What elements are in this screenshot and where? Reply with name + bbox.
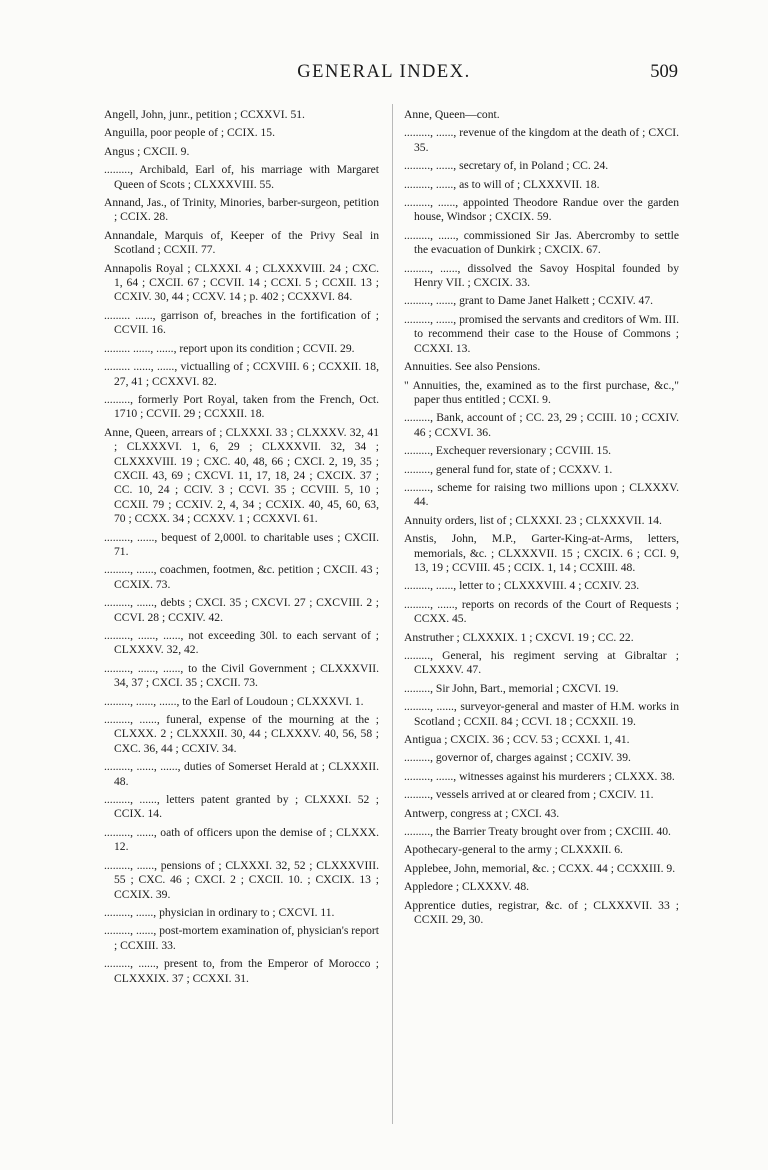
index-entry: Apprentice duties, registrar, &c. of ; CLXXXVII. 33 ; CCXII. 29, 30. [404,898,679,927]
index-entry: ........., ......, physician in ordinary to ; CXCVI. 11. [104,905,335,919]
index-entry: ........., ......, grant to Dame Janet Halkett ; CCXIV. 47. [404,294,654,308]
index-entry: ........., general fund for, state of ; CCXXV. 1. [404,462,613,476]
index-entry: ........., ......, ......, duties of Somerset Herald at ; CLXXXII. 48. [104,760,379,788]
index-entry: ........., vessels arrived at or cleared from ; CXCIV. 11. [404,788,654,802]
index-entry: ........., ......, revenue of the kingdom at the death of ; CXCI. 35. [404,126,679,154]
index-entry: ........., Bank, account of ; CC. 23, 29 ; CCIII. 10 ; CCXIV. 46 ; CCXVI. 36. [404,411,679,439]
index-entry: ........., ......, reports on records of the Court of Requests ; CCXX. 45. [404,597,679,626]
index-entry: ........., Sir John, Bart., memorial ; CXCVI. 19. [404,681,619,695]
index-entry: ........., Archibald, Earl of, his marriage with Margaret Queen of Scots ; CLXXXVIII. 55. [104,163,379,191]
index-entry: ........., ......, witnesses against his murderers ; CLXXX. 38. [404,769,675,783]
index-heading-continued: Anne, Queen—cont. [404,108,500,121]
index-entry: ........., the Barrier Treaty brought over from ; CXCIII. 40. [404,825,671,839]
index-entry: ......... ......, ......, victualling of ; CCXVIII. 6 ; CCXXII. 18, 27, 41 ; CCXXVI. 82. [104,360,379,388]
index-entry: ........., ......, ......, to the Civil Government ; CLXXXVII. 34, 37 ; CXCI. 35 ; CXCII. 73. [104,661,379,690]
index-entry: ........., ......, as to will of ; CLXXXVII. 18. [404,177,600,191]
index-entry: Anne, Queen, arrears of ; CLXXXI. 33 ; CLXXXV. 32, 41 ; CLXXXVI. 1, 6, 29 ; CLXXXVII. 32, 34 ; CLXXXVIII. 19 ; CXC. 40, 48, 66 ; CXCI. 2, 19, 35 ; CXCII. 43, 69 ; CXCVI. 11, 17, 18, 24 ; CXCIX. 37 ; CC. 10, 24 ; CCIV. 3 ; CCVI. 35 ; CCVIII. 5, 10 ; CCXII. 79 ; CCXIV. 2, 4, 34 ; CCXIX. 40, 45, 60, 63, 70 ; CCXX. 34 ; CCXXV. 1 ; CCXXVI. 61. [104,425,379,526]
running-title: GENERAL INDEX. [297,62,471,82]
index-entry: ........., formerly Port Royal, taken from the French, Oct. 1710 ; CCVII. 29 ; CCXXII. 18. [104,392,379,421]
index-entry: ........., ......, post-mortem examination of, physician's report ; CCXIII. 33. [104,924,379,952]
index-entry: ........., ......, oath of officers upon the demise of ; CLXXX. 12. [104,825,379,854]
index-entry: ........., General, his regiment serving at Gibraltar ; CLXXXV. 47. [404,649,679,677]
index-entry: Applebee, John, memorial, &c. ; CCXX. 44 ; CCXXIII. 9. [404,861,676,875]
index-column-left [104,108,379,990]
index-entry: Antwerp, congress at ; CXCI. 43. [404,806,560,820]
index-entry: ......... ......, garrison of, breaches in the fortification of ; CCVII. 16. [104,308,379,337]
index-entry: ........., scheme for raising two millions upon ; CLXXXV. 44. [404,480,679,509]
index-entry: Appledore ; CLXXXV. 48. [404,880,530,894]
index-entry: Angell, John, junr., petition ; CCXXVI. 51. [104,108,305,121]
index-entry: ........., ......, present to, from the Emperor of Morocco ; CLXXXIX. 37 ; CCXXI. 31. [104,957,379,985]
index-entry: ........., ......, dissolved the Savoy Hospital founded by Henry VII. ; CXCIX. 33. [404,261,679,290]
index-entry: ........., ......, surveyor-general and master of H.M. works in Scotland ; CCXII. 84 ; CCVI. 18 ; CCXXII. 19. [404,700,679,728]
page-header [0,62,768,90]
index-entry: ........., ......, letters patent granted by ; CLXXXI. 52 ; CCIX. 14. [104,793,379,821]
index-entry: ........., ......, debts ; CXCI. 35 ; CXCVI. 27 ; CXCVIII. 2 ; CCVI. 28 ; CCXIV. 42. [104,596,379,624]
page-number: 509 [650,62,678,82]
index-entry: ........., ......, ......, not exceeding 30l. to each servant of ; CLXXXV. 32, 42. [104,629,379,657]
index-entry: Annuity orders, list of ; CLXXXI. 23 ; CLXXXVII. 14. [404,513,662,527]
index-entry: ........., ......, secretary of, in Poland ; CC. 24. [404,159,609,173]
index-entry: ........., ......, bequest of 2,000l. to charitable uses ; CXCII. 71. [104,530,379,558]
index-entry: ........., governor of, charges against ; CCXIV. 39. [404,751,631,765]
index-entry: ........., ......, appointed Theodore Randue over the garden house, Windsor ; CXCIX. 59. [404,196,679,224]
index-entry: Annuities. See also Pensions. [404,360,541,374]
index-entry: ........., Exchequer reversionary ; CCVIII. 15. [404,444,612,458]
index-column-right [404,108,679,932]
index-entry: Annand, Jas., of Trinity, Minories, barber-surgeon, petition ; CCIX. 28. [104,196,379,224]
index-entry: Annandale, Marquis of, Keeper of the Privy Seal in Scotland ; CCXII. 77. [104,228,379,257]
index-entry: ........., ......, pensions of ; CLXXXI. 32, 52 ; CLXXXVIII. 55 ; CXC. 46 ; CXCI. 2 ; CXCII. 10. ; CXCIX. 13 ; CCXIX. 39. [104,858,379,901]
index-entry: Angus ; CXCII. 9. [104,144,190,158]
index-entry: Antigua ; CXCIX. 36 ; CCV. 53 ; CCXXI. 1, 41. [404,733,630,747]
index-entry: Apothecary-general to the army ; CLXXXII. 6. [404,843,623,857]
index-entry: ........., ......, ......, to the Earl of Loudoun ; CLXXXVI. 1. [104,694,364,708]
index-entry: ........., ......, letter to ; CLXXXVIII. 4 ; CCXIV. 23. [404,579,640,593]
index-entry: ......... ......, ......, report upon its condition ; CCVII. 29. [104,341,355,355]
index-entry: Anguilla, poor people of ; CCIX. 15. [104,126,275,140]
index-entry: ........., ......, promised the servants and creditors of Wm. III. to recommend their case to the House of Commons ; CCXXI. 13. [404,312,679,355]
index-entry: " Annuities, the, examined as to the first purchase, &c.," paper thus entitled ; CCXI. 9. [404,378,679,406]
index-entry: Anstis, John, M.P., Garter-King-at-Arms, letters, memorials, &c. ; CLXXXVII. 15 ; CXCIX. 6 ; CCI. 9, 13, 19 ; CCVIII. 45 ; CCIX. 1, 14 ; CCXIII. 48. [404,532,679,574]
column-divider [392,104,393,1124]
index-entry: Anstruther ; CLXXXIX. 1 ; CXCVI. 19 ; CC. 22. [404,630,634,644]
index-entry: ........., ......, funeral, expense of the mourning at the ; CLXXX. 2 ; CLXXXII. 30, 44 ; CLXXXV. 40, 56, 58 ; CXC. 36, 44 ; CCXIV. 34. [104,713,379,755]
index-entry: Annapolis Royal ; CLXXXI. 4 ; CLXXXVIII. 24 ; CXC. 1, 64 ; CXCII. 67 ; CCVII. 14 ; CCXI. 5 ; CCXII. 13 ; CCXIV. 30, 44 ; CCXV. 14 ; p. 402 ; CCXXVI. 84. [104,261,379,304]
index-entry: ........., ......, commissioned Sir Jas. Abercromby to settle the evacuation of Dunkirk ; CXCIX. 67. [404,228,679,257]
index-entry: ........., ......, coachmen, footmen, &c. petition ; CXCII. 43 ; CCXIX. 73. [104,563,379,591]
